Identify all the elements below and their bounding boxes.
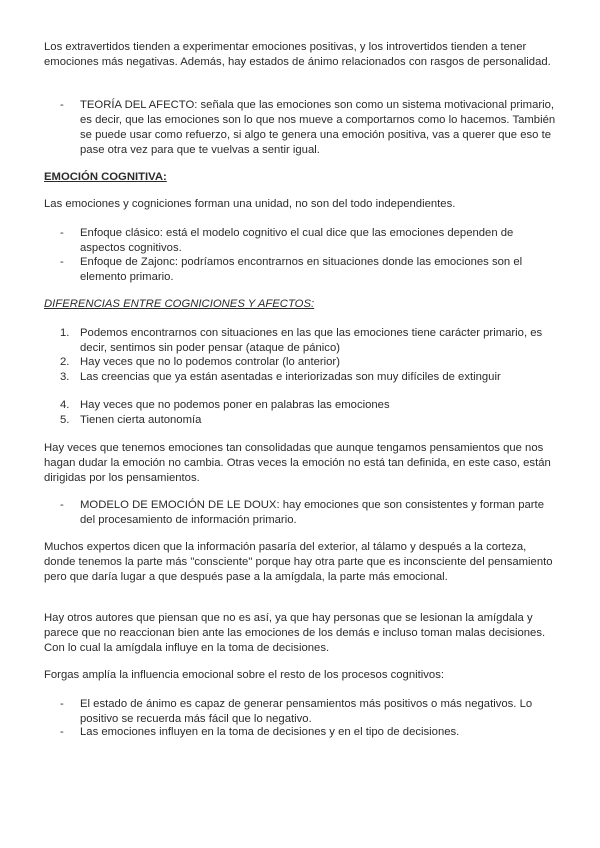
consolidadas-paragraph: Hay veces que tenemos emociones tan consolidadas que aunque tengamos pensamientos que nos hagan dudar la emoción no cambia. Otras veces la emoción no está tan definida, en este caso, están dirigidas por los pensamientos. — [44, 442, 551, 484]
list-number: 3. — [60, 371, 70, 383]
diferencia-item-4: Hay veces que no podemos poner en palabras las emociones — [80, 399, 390, 411]
bullet-marker: - — [60, 726, 64, 738]
heading-diferencias: DIFERENCIAS ENTRE COGNICIONES Y AFECTOS: — [44, 298, 315, 310]
bullet-marker: - — [60, 99, 64, 111]
bullet-marker: - — [60, 499, 64, 511]
bullet-marker: - — [60, 698, 64, 710]
diferencia-item-3: Las creencias que ya están asentadas e interiorizadas son muy difíciles de extinguir — [80, 371, 501, 383]
unidad-paragraph: Las emociones y cogniciones forman una unidad, no son del todo independientes. — [44, 198, 456, 210]
forgas-item-1: El estado de ánimo es capaz de generar pensamientos más positivos o más negativos. Lo positivo se recuerda más fácil que lo negativo. — [80, 698, 533, 725]
autores-paragraph: Hay otros autores que piensan que no es así, ya que hay personas que se lesionan la amígdala y parece que no reaccionan bien ante las emociones de los demás e incluso toman malas decisiones. Con lo cual la amígdala influye en la toma de decisiones. — [44, 612, 546, 654]
heading-emocion-cognitiva: EMOCIÓN COGNITIVA: — [44, 171, 167, 183]
diferencia-item-2: Hay veces que no lo podemos controlar (lo anterior) — [80, 356, 340, 368]
forgas-paragraph: Forgas amplía la influencia emocional sobre el resto de los procesos cognitivos: — [44, 669, 444, 681]
enfoque-zajonc-item: Enfoque de Zajonc: podríamos encontrarnos en situaciones donde las emociones son el elemento primario. — [80, 256, 523, 283]
list-number: 4. — [60, 399, 70, 411]
list-number: 2. — [60, 356, 70, 368]
expertos-paragraph: Muchos expertos dicen que la información pasaría del exterior, al tálamo y después a la corteza, donde tenemos la parte más "consciente" porque hay otra parte que es inconsciente del pensamiento pero que daría lugar a que después pase a la amígdala, la parte más emocional. — [44, 541, 553, 583]
bullet-marker: - — [60, 227, 64, 239]
intro-paragraph: Los extravertidos tienden a experimentar emociones positivas, y los introvertidos tienden a tener emociones más negativas. Además, hay estados de ánimo relacionados con rasgos de personalidad. — [44, 41, 551, 68]
bullet-marker: - — [60, 256, 64, 268]
forgas-item-2: Las emociones influyen en la toma de decisiones y en el tipo de decisiones. — [80, 726, 460, 738]
teoria-afecto-item: TEORÍA DEL AFECTO: señala que las emociones son como un sistema motivacional primario, es decir, que las emociones son lo que nos mueve a comportarnos como lo hacemos. También se puede usar como refuerzo, si algo te genera una emoción positiva, vas a querer que eso te pase otra vez para que te vuelvas a sentir igual. — [80, 99, 556, 156]
le-doux-item: MODELO DE EMOCIÓN DE LE DOUX: hay emociones que son consistentes y forman parte del procesamiento de información primario. — [80, 499, 544, 526]
diferencia-item-1: Podemos encontrarnos con situaciones en las que las emociones tiene carácter primario, es decir, sentimos sin poder pensar (ataque de pánico) — [80, 327, 543, 354]
enfoque-clasico-item: Enfoque clásico: está el modelo cognitivo el cual dice que las emociones dependen de aspectos cognitivos. — [80, 227, 514, 254]
list-number: 5. — [60, 414, 70, 426]
diferencia-item-5: Tienen cierta autonomía — [80, 414, 202, 426]
list-number: 1. — [60, 327, 70, 339]
